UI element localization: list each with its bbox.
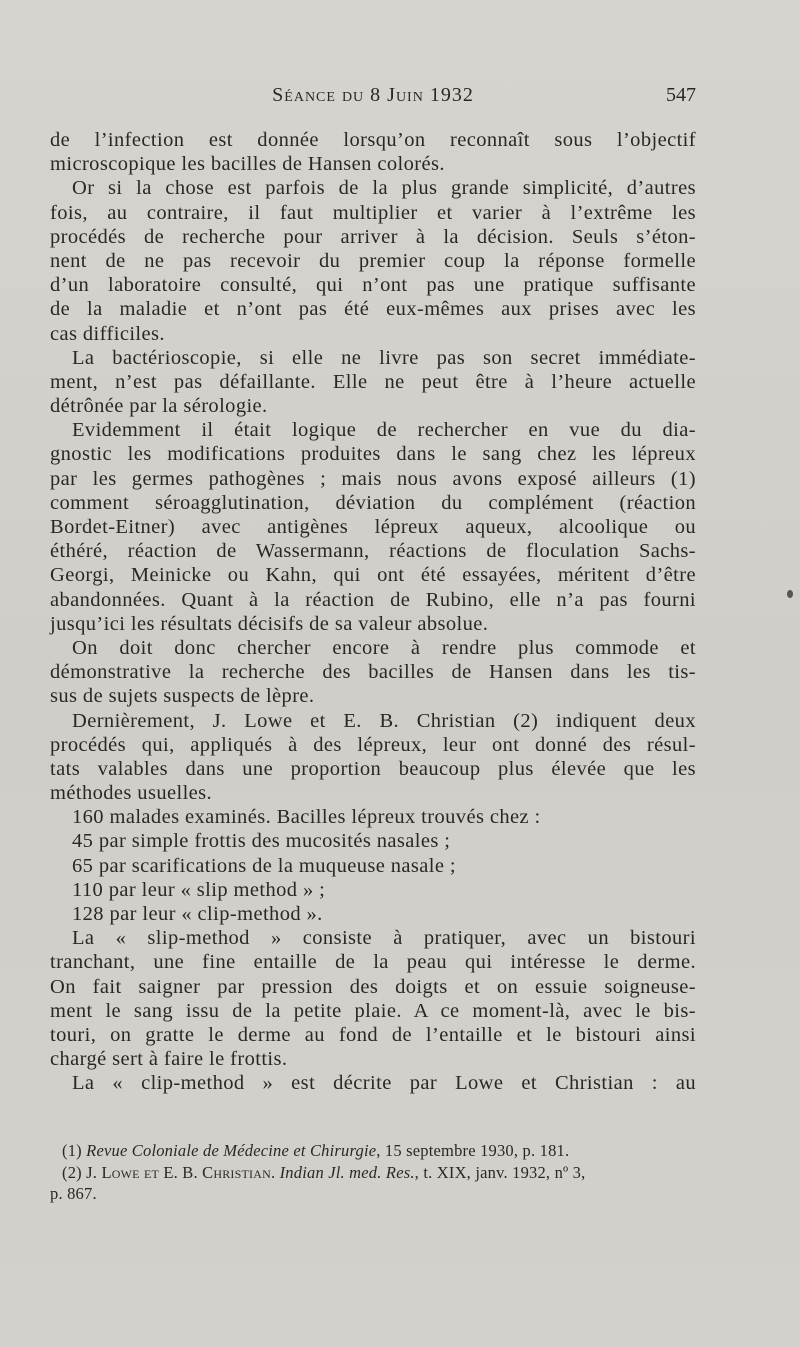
- text-line: 65 par scarifications de la muqueuse nasale ;: [72, 854, 457, 877]
- text-line: de la maladie et n’ont pas été eux-mêmes aux prises avec les: [50, 298, 696, 321]
- text-line: de l’infection est donnée lorsqu’on reconnaît sous l’objectif: [50, 129, 696, 151]
- text-line: Evidemment il était logique de rechercher en vue du dia-: [72, 419, 696, 442]
- text-line: On fait saigner par pression des doigts et on essuie soigneuse-: [50, 975, 696, 998]
- text-line: La bactérioscopie, si elle ne livre pas son secret immédiate-: [72, 346, 696, 369]
- body-text: [50, 128, 696, 1096]
- text-line: tats valables dans une proportion beaucoup plus élevée que les: [50, 757, 696, 780]
- footnote-1: [50, 1140, 696, 1162]
- footnotes: [50, 1140, 696, 1205]
- text-line: microscopique les bacilles de Hansen colorés.: [50, 153, 445, 176]
- text-line: ment, n’est pas défaillante. Elle ne peut être à l’heure actuelle: [50, 370, 696, 393]
- ink-spot: [787, 590, 793, 598]
- text-line: méthodes usuelles.: [50, 782, 213, 805]
- text-line: gnostic les modifications produites dans le sang chez les lépreux: [50, 443, 696, 466]
- footnote-2-authors: J. Lowe et E. B. Christian.: [86, 1162, 276, 1182]
- text-line: détrônée par la sérologie.: [50, 395, 268, 418]
- text-line: par les germes pathogènes ; mais nous avons exposé ailleurs (1): [50, 467, 696, 490]
- text-line: abandonnées. Quant à la réaction de Rubino, elle n’a pas fourni: [50, 588, 696, 611]
- text-line: sus de sujets suspects de lèpre.: [50, 685, 315, 708]
- text-line: Bordet-Eitner) avec antigènes lépreux aqueux, alcoolique ou: [50, 516, 696, 538]
- text-line: 160 malades examinés. Bacilles lépreux trouvés chez :: [72, 806, 541, 829]
- page-number: 547: [666, 84, 696, 106]
- text-line: fois, au contraire, il faut multiplier et varier à l’extrême les: [50, 201, 696, 224]
- footnote-2-number: (2): [62, 1162, 82, 1182]
- text-line: Or si la chose est parfois de la plus grande simplicité, d’autres: [72, 177, 696, 200]
- text-line: 128 par leur « clip-method ».: [72, 903, 323, 925]
- footnote-2-details: , t. XIX, janv. 1932, nº 3,: [414, 1162, 586, 1182]
- footnote-2-reference: Indian Jl. med. Res.: [279, 1162, 415, 1182]
- footnote-1-details: , 15 septembre 1930, p. 181.: [376, 1141, 570, 1160]
- text-line: procédés de recherche pour arriver à la décision. Seuls s’éton-: [50, 225, 696, 248]
- text-line: 45 par simple frottis des mucosités nasales ;: [72, 830, 451, 853]
- text-line: comment séroagglutination, déviation du complément (réaction: [50, 491, 696, 514]
- text-line: jusqu’ici les résultats décisifs de sa valeur absolue.: [50, 612, 489, 635]
- text-line: d’un laboratoire consulté, qui n’ont pas une pratique suffisante: [50, 274, 696, 297]
- text-line: tranchant, une fine entaille de la peau qui intéresse le derme.: [50, 951, 696, 974]
- text-line: 110 par leur « slip method » ;: [72, 878, 326, 901]
- text-line: La « clip-method » est décrite par Lowe et Christian : au: [72, 1072, 696, 1095]
- text-line: ment le sang issu de la petite plaie. A ce moment-là, avec le bis-: [50, 999, 696, 1022]
- text-line: On doit donc chercher encore à rendre plus commode et: [72, 636, 696, 659]
- page-header: [50, 84, 696, 114]
- footnote-2-continuation: p. 867.: [50, 1184, 97, 1203]
- text-line: cas difficiles.: [50, 322, 165, 345]
- text-line: Georgi, Meinicke ou Kahn, qui ont été essayées, méritent d’être: [50, 564, 696, 587]
- footnote-1-number: (1): [62, 1141, 82, 1160]
- footnote-1-reference: Revue Coloniale de Médecine et Chirurgie: [86, 1141, 377, 1160]
- text-line: nent de ne pas recevoir du premier coup la réponse formelle: [50, 249, 696, 272]
- text-line: Dernièrement, J. Lowe et E. B. Christian (2) indiquent deux: [72, 709, 696, 732]
- footnote-2: [50, 1162, 696, 1184]
- text-line: chargé sert à faire le frottis.: [50, 1048, 288, 1071]
- text-line: La « slip-method » consiste à pratiquer, avec un bistouri: [72, 927, 696, 950]
- text-line: éthéré, réaction de Wassermann, réactions de floculation Sachs-: [50, 540, 696, 563]
- text-line: touri, on gratte le derme au fond de l’entaille et le bistouri ainsi: [50, 1023, 696, 1046]
- text-line: procédés qui, appliqués à des lépreux, leur ont donné des résul-: [50, 733, 696, 756]
- running-title: Séance du 8 Juin 1932: [272, 84, 474, 106]
- text-line: démonstrative la recherche des bacilles de Hansen dans les tis-: [50, 661, 696, 684]
